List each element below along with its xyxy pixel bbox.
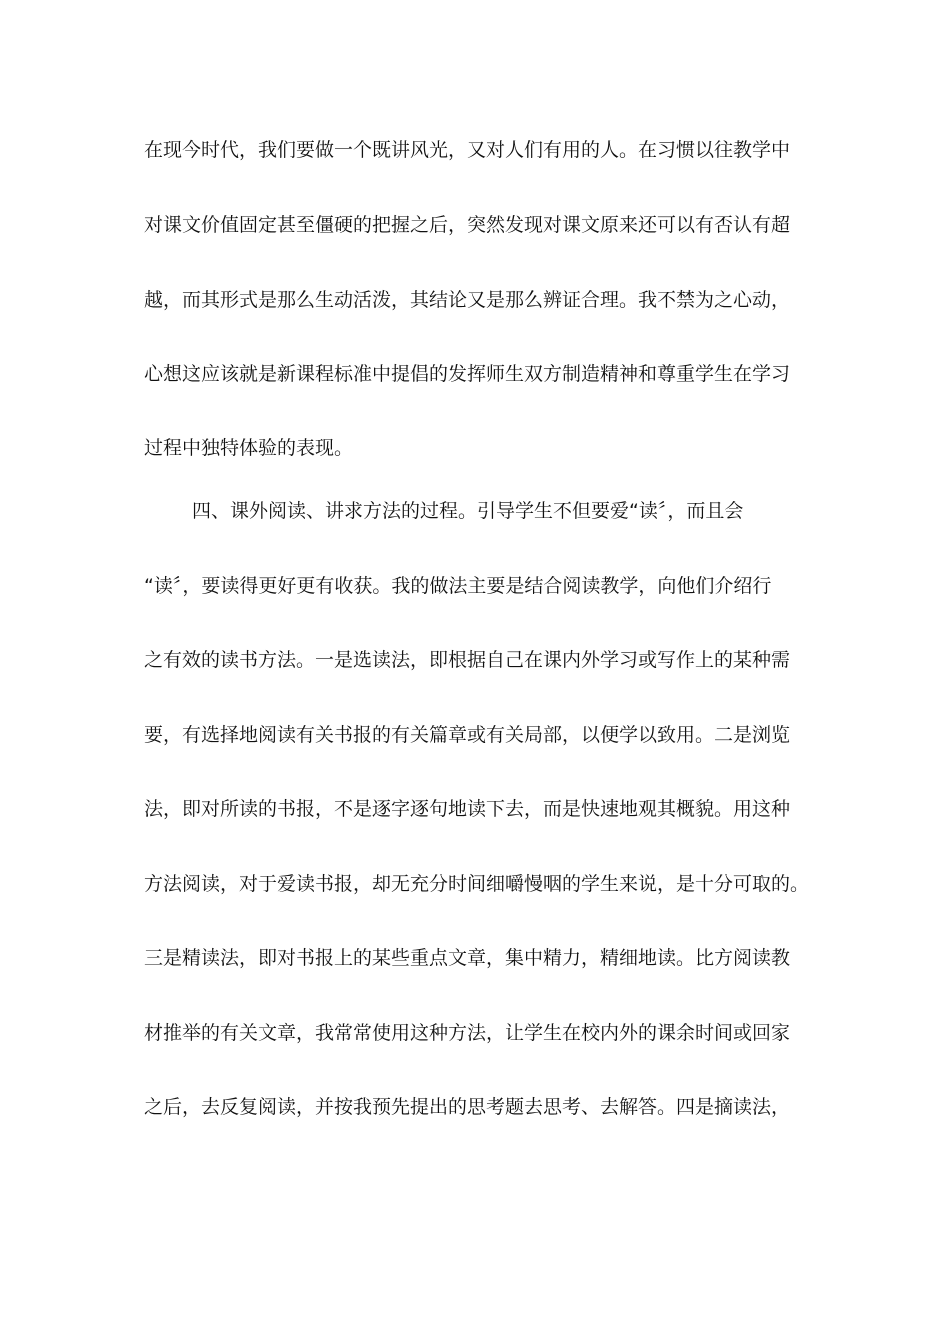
text-line-2: 对课文价值固定甚至僵硬的把握之后，突然发现对课文原来还可以有否认有超 — [144, 214, 791, 236]
text-line-7: “读〞，要读得更好更有收获。我的做法主要是结合阅读教学，向他们介绍行 — [144, 575, 772, 597]
text-line-3: 越，而其形式是那么生动活泼，其结论又是那么辨证合理。我不禁为之心动， — [144, 289, 791, 311]
text-line-9: 要，有选择地阅读有关书报的有关篇章或有关局部，以便学以致用。二是浏览 — [144, 724, 791, 746]
paragraph-4-heading-line: 四、课外阅读、讲求方法的过程。引导学生不但要爱“读〞，而且会 — [192, 500, 744, 522]
text-line-10: 法，即对所读的书报，不是逐字逐句地读下去，而是快速地观其概貌。用这种 — [144, 798, 791, 820]
text-line-14: 之后，去反复阅读，并按我预先提出的思考题去思考、去解答。四是摘读法， — [144, 1096, 791, 1118]
text-line-13: 材推举的有关文章，我常常使用这种方法，让学生在校内外的课余时间或回家 — [144, 1022, 791, 1044]
text-line-5: 过程中独特体验的表现。 — [144, 437, 354, 459]
text-line-11: 方法阅读，对于爱读书报，却无充分时间细嚼慢咽的学生来说，是十分可取的。 — [144, 873, 810, 895]
text-line-1: 在现今时代，我们要做一个既讲风光，又对人们有用的人。在习惯以往教学中 — [144, 139, 791, 161]
text-line-8: 之有效的读书方法。一是选读法，即根据自己在课内外学习或写作上的某种需 — [144, 649, 791, 671]
text-line-4: 心想这应该就是新课程标准中提倡的发挥师生双方制造精神和尊重学生在学习 — [144, 363, 791, 385]
text-line-12: 三是精读法，即对书报上的某些重点文章，集中精力，精细地读。比方阅读教 — [144, 947, 791, 969]
